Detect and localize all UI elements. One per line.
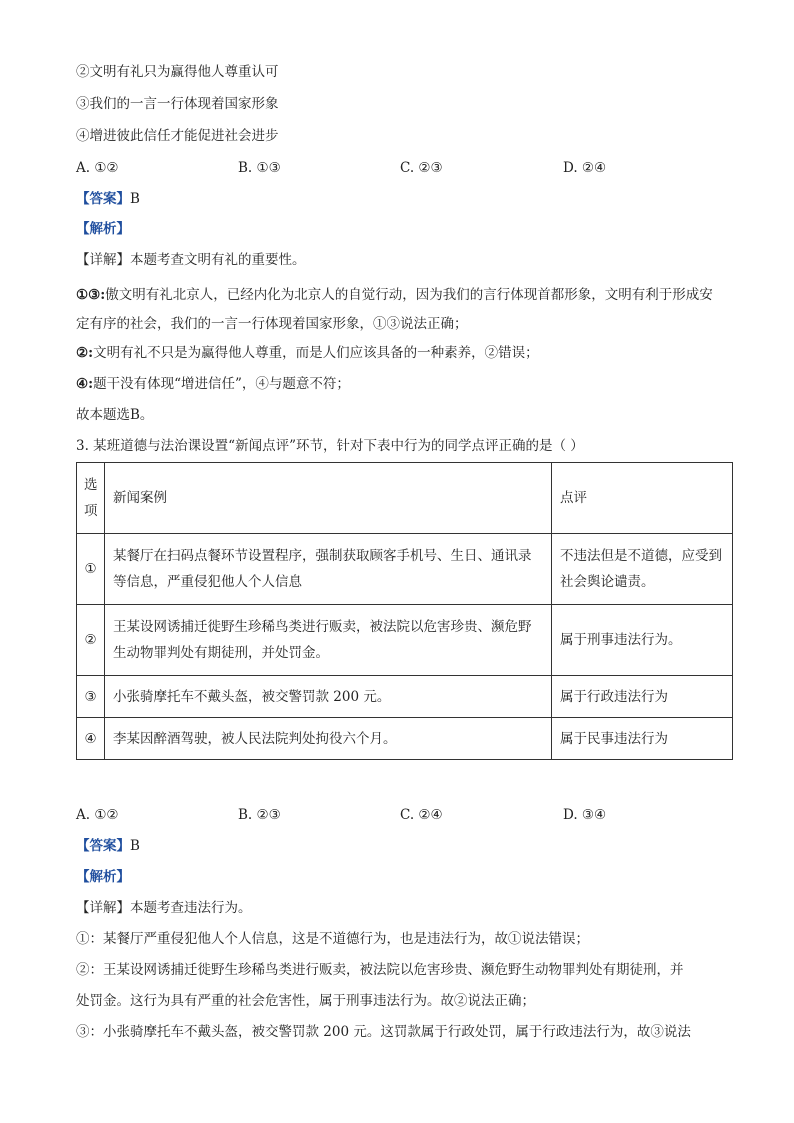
q2-conclusion: 故本题选B。	[76, 407, 154, 423]
statement-3: ③我们的一言一行体现着国家形象	[76, 96, 279, 112]
q2-answer-line	[76, 189, 140, 209]
q2-option-c: C. ②③	[400, 160, 443, 176]
table-cell: 王某设网诱捕迁徙野生珍稀鸟类进行贩卖，被法院以危害珍贵、濒危野生动物罪判处有期徒刑，并处罚金。	[105, 605, 552, 676]
q3-option-d: D. ③④	[563, 807, 607, 823]
q2-analysis-tag	[76, 219, 130, 239]
analysis-tag: 【解析】	[76, 869, 130, 885]
q3-option-b: B. ②③	[238, 807, 281, 823]
table-header-cell: 选项	[77, 463, 105, 534]
table-cell: ②	[77, 605, 105, 676]
statement-2: ②文明有礼只为赢得他人尊重认可	[76, 64, 279, 80]
q3-detail-line	[76, 898, 252, 918]
q2-explanation-2	[76, 343, 539, 363]
q2-explanation-3	[76, 374, 350, 394]
table-cell: 属于行政违法行为	[552, 676, 733, 718]
detail-tag: 【详解】	[76, 252, 130, 268]
explanation-text: 题干没有体现“增进信任”，④与题意不符；	[93, 376, 350, 392]
detail-text: 本题考查违法行为。	[130, 900, 252, 916]
q3-explanation-2a: ②：王某设网诱捕迁徙野生珍稀鸟类进行贩卖，被法院以危害珍贵、濒危野生动物罪判处有期徒刑，并	[76, 962, 684, 978]
table-cell: 属于民事违法行为	[552, 718, 733, 760]
q3-explanation-2b: 处罚金。这行为具有严重的社会危害性，属于刑事违法行为。故②说法正确；	[76, 993, 535, 1009]
table-cell: 属于刑事违法行为。	[552, 605, 733, 676]
table-header-cell: 点评	[552, 463, 733, 534]
news-table	[76, 462, 733, 760]
statement-4: ④增进彼此信任才能促进社会进步	[76, 128, 279, 144]
answer-tag: 【答案】	[76, 838, 130, 854]
answer-tag: 【答案】	[76, 191, 130, 207]
answer-value: B	[130, 191, 140, 207]
q2-option-d: D. ②④	[563, 160, 607, 176]
q3-stem: 3. 某班道德与法治课设置“新闻点评”环节，针对下表中行为的同学点评正确的是（ ）	[76, 438, 584, 454]
table-row	[77, 605, 733, 676]
q2-explanation-1	[76, 281, 716, 339]
explanation-label: ④:	[76, 376, 94, 392]
table-header-row	[77, 463, 733, 534]
q3-option-c: C. ②④	[400, 807, 443, 823]
table-cell: ④	[77, 718, 105, 760]
table-cell: 不违法但是不道德，应受到社会舆论谴责。	[552, 534, 733, 605]
explanation-label: ②:	[76, 345, 94, 361]
q3-option-a: A. ①②	[76, 807, 119, 823]
table-row	[77, 676, 733, 718]
analysis-tag: 【解析】	[76, 221, 130, 237]
q3-explanation-1: ①：某餐厅严重侵犯他人个人信息，这是不道德行为，也是违法行为，故①说法错误；	[76, 931, 589, 947]
q2-detail-line	[76, 250, 306, 270]
table-row	[77, 718, 733, 760]
detail-tag: 【详解】	[76, 900, 130, 916]
table-cell: ③	[77, 676, 105, 718]
q3-explanation-3: ③：小张骑摩托车不戴头盔，被交警罚款 200 元。这罚款属于行政处罚，属于行政违法行为，故③说法	[76, 1024, 691, 1040]
q3-analysis-tag	[76, 867, 130, 887]
detail-text: 本题考查文明有礼的重要性。	[130, 252, 306, 268]
q2-option-a: A. ①②	[76, 160, 119, 176]
explanation-text: 文明有礼不只是为赢得他人尊重，而是人们应该具备的一种素养，②错误；	[93, 345, 539, 361]
q2-option-b: B. ①③	[238, 160, 281, 176]
explanation-label: ①③:	[76, 287, 106, 303]
table-cell: 小张骑摩托车不戴头盔，被交警罚款 200 元。	[105, 676, 552, 718]
table-row	[77, 534, 733, 605]
table-cell: ①	[77, 534, 105, 605]
explanation-text: 傲文明有礼北京人，已经内化为北京人的自觉行动，因为我们的言行体现首都形象，文明有利于形成安定有序的社会，我们的一言一行体现着国家形象，①③说法正确；	[76, 287, 713, 332]
answer-value: B	[130, 838, 140, 854]
table-cell: 某餐厅在扫码点餐环节设置程序，强制获取顾客手机号、生日、通讯录等信息，严重侵犯他人个人信息	[105, 534, 552, 605]
q3-answer-line	[76, 836, 140, 856]
table-cell: 李某因醉酒驾驶，被人民法院判处拘役六个月。	[105, 718, 552, 760]
table-header-cell: 新闻案例	[105, 463, 552, 534]
